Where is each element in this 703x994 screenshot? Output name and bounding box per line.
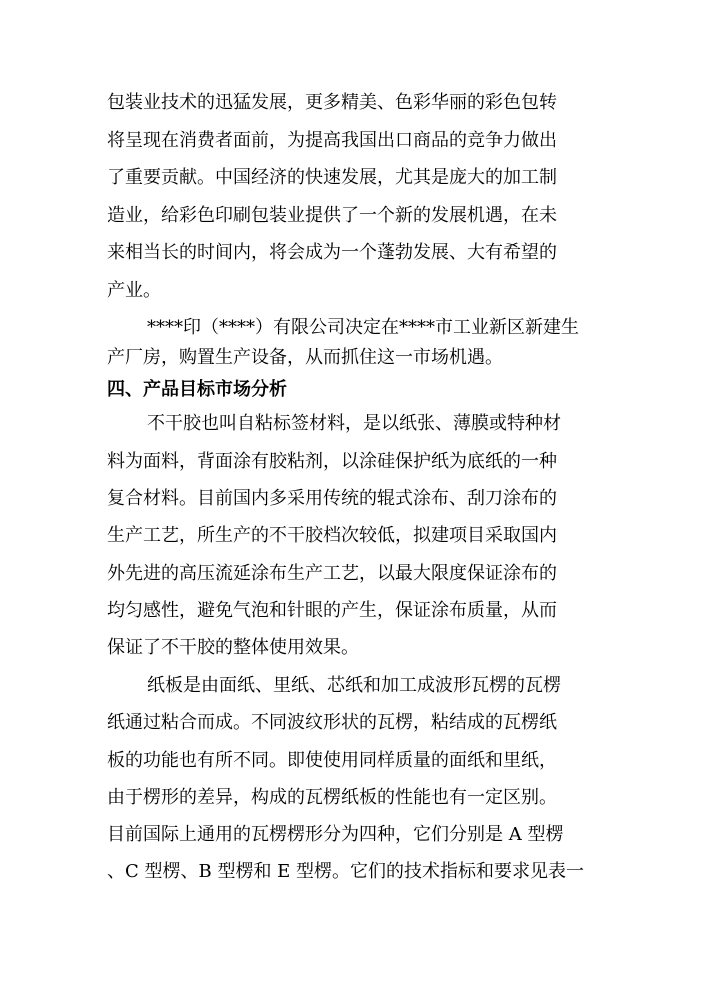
paragraph-1-line-4: 造业，给彩色印刷包装业提供了一个新的发展机遇，在未: [107, 205, 557, 226]
paragraph-4-line-6: 、C 型楞、B 型楞和 E 型楞。它们的技术指标和要求见表一: [107, 861, 585, 882]
paragraph-1-line-2: 将呈现在消费者面前，为提高我国出口商品的竞争力做出: [107, 130, 557, 151]
section-heading: 四、产品目标市场分析: [107, 379, 287, 400]
paragraph-4-line-3: 板的功能也有所不同。即使使用同样质量的面纸和里纸，: [107, 750, 557, 771]
paragraph-1-line-5: 来相当长的时间内，将会成为一个蓬勃发展、大有希望的: [107, 242, 557, 263]
paragraph-1-line-3: 了重要贡献。中国经济的快速发展，尤其是庞大的加工制: [107, 167, 557, 188]
paragraph-3-line-3: 复合材料。目前国内多采用传统的辊式涂布、刮刀涂布的: [107, 488, 557, 509]
paragraph-3-line-7: 保证了不干胶的整体使用效果。: [107, 637, 359, 658]
paragraph-3-line-4: 生产工艺，所生产的不干胶档次较低，拟建项目采取国内: [107, 525, 557, 546]
paragraph-3-line-6: 均匀感性，避免气泡和针眼的产生，保证涂布质量，从而: [107, 600, 557, 621]
paragraph-4-line-1: 纸板是由面纸、里纸、芯纸和加工成波形瓦楞的瓦楞: [147, 675, 561, 696]
paragraph-1-line-6: 产业。: [107, 280, 161, 301]
paragraph-3-line-5: 外先进的高压流延涂布生产工艺，以最大限度保证涂布的: [107, 563, 557, 584]
paragraph-3-line-1: 不干胶也叫自粘标签材料，是以纸张、薄膜或特种材: [147, 413, 561, 434]
paragraph-2-line-1: ****印（****）有限公司决定在****市工业新区新建生: [147, 317, 579, 338]
paragraph-2-line-2: 产厂房，购置生产设备，从而抓住这一市场机遇。: [107, 347, 503, 368]
paragraph-4-line-4: 由于楞形的差异，构成的瓦楞纸板的性能也有一定区别。: [107, 787, 557, 808]
paragraph-4-line-2: 纸通过粘合而成。不同波纹形状的瓦楞，粘结成的瓦楞纸: [107, 712, 557, 733]
paragraph-1-line-1: 包装业技术的迅猛发展，更多精美、色彩华丽的彩色包转: [107, 92, 557, 113]
paragraph-4-line-5: 目前国际上通用的瓦楞楞形分为四种，它们分别是 A 型楞: [107, 824, 564, 845]
paragraph-3-line-2: 料为面料，背面涂有胶粘剂，以涂硅保护纸为底纸的一种: [107, 451, 557, 472]
